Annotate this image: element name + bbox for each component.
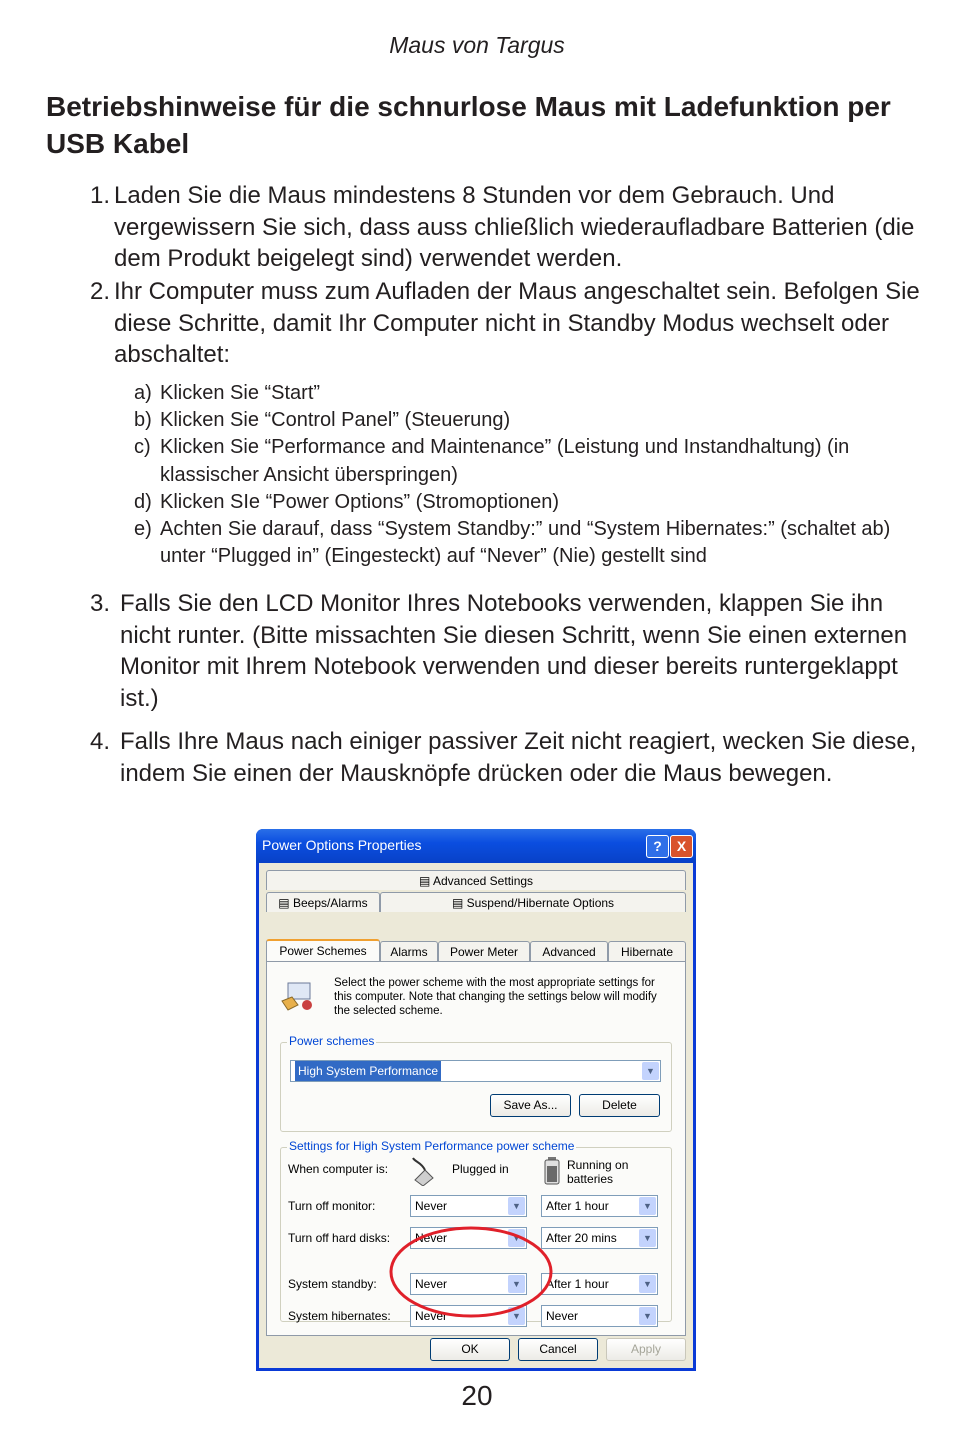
help-button[interactable]: ?: [646, 835, 669, 858]
power-schemes-label: Power schemes: [289, 1034, 375, 1048]
intro-text: Select the power scheme with the most appropriate settings for this computer. Note that changing the settings below will modify the selected scheme.: [334, 977, 657, 1017]
step-text: Ihr Computer muss zum Aufladen der Maus angeschaltet sein. Befolgen Sie diese Schritte, damit Ihr Computer nicht in Standby Modus wechselt oder abschaltet:: [114, 278, 920, 368]
hibernate-battery-select[interactable]: Never ▼: [541, 1305, 658, 1327]
hibernate-plugged-select[interactable]: Never ▼: [410, 1305, 527, 1327]
system-standby-label: System standby:: [288, 1277, 377, 1291]
power-schemes-group: [280, 1034, 672, 1132]
chevron-down-icon: ▼: [642, 1062, 659, 1080]
step-3: [90, 588, 930, 714]
dialog-titlebar: [256, 829, 696, 863]
step-number: 4.: [90, 728, 111, 755]
step-number: 2.: [90, 278, 111, 305]
standby-plugged-select[interactable]: Never ▼: [410, 1273, 527, 1295]
substep-b: b) Klicken Sie “Control Panel” (Steuerung): [134, 409, 511, 432]
step-1: [90, 180, 930, 275]
chevron-down-icon: ▼: [639, 1197, 656, 1215]
tab-advanced-settings[interactable]: ▤ Advanced Settings: [266, 870, 686, 890]
tab-power-schemes[interactable]: Power Schemes: [266, 939, 380, 961]
laptop-icon: ▤: [451, 896, 464, 910]
power-options-dialog: [256, 829, 696, 1371]
chevron-down-icon: ▼: [508, 1197, 525, 1215]
tab-suspend-hibernate[interactable]: ▤ Suspend/Hibernate Options: [380, 892, 686, 912]
highlight-circle: [386, 1224, 556, 1324]
chevron-down-icon: ▼: [639, 1229, 656, 1247]
chevron-down-icon: ▼: [508, 1229, 525, 1247]
chevron-down-icon: ▼: [639, 1307, 656, 1325]
step-2: [90, 276, 930, 371]
monitor-plugged-select[interactable]: Never ▼: [410, 1195, 527, 1217]
monitor-battery-select[interactable]: After 1 hour ▼: [541, 1195, 658, 1217]
close-button[interactable]: X: [670, 835, 693, 858]
system-hibernates-label: System hibernates:: [288, 1309, 391, 1323]
step-4: [90, 726, 930, 789]
standby-battery-select[interactable]: After 1 hour ▼: [541, 1273, 658, 1295]
substep-c: c) Klicken Sie “Performance and Maintenance” (Leistung und Instandhaltung) (in klassischer Ansicht überspringen): [134, 436, 850, 486]
laptop-icon: ▤: [418, 874, 431, 888]
battery-icon: [543, 1156, 561, 1186]
turn-off-hard-disks-label: Turn off hard disks:: [288, 1231, 391, 1245]
chevron-down-icon: ▼: [508, 1307, 525, 1325]
hard-disks-plugged-select[interactable]: Never ▼: [410, 1227, 527, 1249]
tab-hibernate[interactable]: Hibernate: [608, 941, 686, 961]
power-scheme-icon: [280, 979, 316, 1013]
step-text: Falls Ihre Maus nach einiger passiver Zeit nicht reagiert, wecken Sie diese, indem Sie einen der Mausknöpfe drücken oder die Maus bewegen.: [120, 728, 917, 787]
cancel-button[interactable]: Cancel: [518, 1338, 598, 1361]
tab-alarms[interactable]: Alarms: [380, 941, 438, 961]
when-computer-label: When computer is:: [288, 1162, 389, 1176]
substep-e: e) Achten Sie darauf, dass “System Standby:” und “System Hibernates:” (schaltet ab) unter “Plugged in” (Eingesteckt) auf “Never” (Nie) gestellt sind: [134, 518, 891, 568]
chevron-down-icon: ▼: [639, 1275, 656, 1293]
tab-power-meter[interactable]: Power Meter: [438, 941, 530, 961]
step-text: Falls Sie den LCD Monitor Ihres Notebooks verwenden, klappen Sie ihn nicht runter. (Bitte missachten Sie diesen Schritt, wenn Sie einen externen Monitor mit Ihrem Notebook verwenden und dieser bereits runtergeklappt ist.): [120, 590, 908, 712]
step-number: 3.: [90, 590, 111, 617]
step-text: Laden Sie die Maus mindestens 8 Stunden vor dem Gebrauch. Und vergewissern Sie sich, dass auss chließlich wiederaufladbare Batterien (die dem Produkt beigelegt sind) verwendet werden.: [114, 182, 915, 272]
delete-button[interactable]: Delete: [579, 1094, 660, 1117]
page-header: Maus von Targus: [389, 32, 565, 58]
ok-button[interactable]: OK: [430, 1338, 510, 1361]
step-number: 1.: [90, 182, 111, 209]
plug-icon: [411, 1156, 441, 1186]
substep-list: [134, 380, 934, 570]
turn-off-monitor-label: Turn off monitor:: [288, 1199, 376, 1213]
hard-disks-battery-select[interactable]: After 20 mins ▼: [541, 1227, 658, 1249]
laptop-icon: ▤: [278, 896, 290, 910]
tab-beeps-alarms[interactable]: ▤ Beeps/Alarms: [266, 892, 380, 912]
page-title: Betriebshinweise für die schnurlose Maus mit Ladefunktion per USB Kabel: [46, 91, 891, 159]
dialog-title: Power Options Properties: [262, 837, 422, 853]
substep-a: a) Klicken Sie “Start”: [134, 382, 321, 404]
chevron-down-icon: ▼: [508, 1275, 525, 1293]
apply-button[interactable]: Apply: [606, 1338, 686, 1361]
plugged-in-label: Plugged in: [452, 1162, 509, 1176]
power-scheme-select[interactable]: High System Performance ▼: [290, 1060, 661, 1082]
settings-group-label: Settings for High System Performance power scheme: [289, 1139, 575, 1153]
substep-d: d) Klicken SIe “Power Options” (Stromoptionen): [134, 490, 560, 513]
tab-advanced[interactable]: Advanced: [530, 941, 608, 961]
save-as-button[interactable]: Save As...: [490, 1094, 571, 1117]
page-number: 20: [461, 1380, 493, 1411]
running-on-batteries-label: Running on batteries: [567, 1158, 629, 1186]
